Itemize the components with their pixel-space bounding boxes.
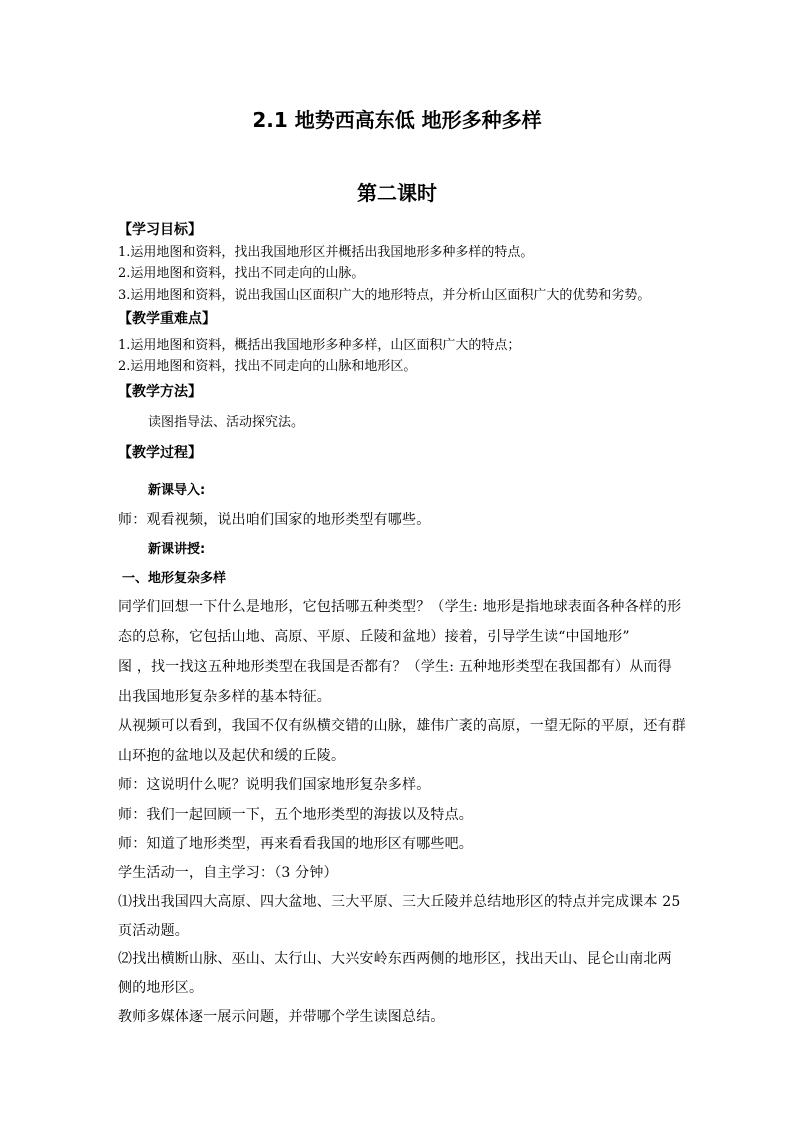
task-line: ⑴找出我国四大高原、四大盆地、三大平原、三大丘陵并总结地形区的特点并完成课本 25 [118, 894, 681, 910]
paragraph-line: 从视频可以看到，我国不仅有纵横交错的山脉，雄伟广袤的高原，一望无际的平原，还有群 [118, 718, 686, 734]
paragraph-line: 教师多媒体逐一展示问题，并带哪个学生读图总结。 [118, 1009, 445, 1025]
task-line: ⑵找出横断山脉、巫山、太行山、大兴安岭东西两侧的地形区，找出天山、昆仑山南北两 [118, 951, 672, 967]
key-point-item: 1.运用地图和资料，概括出我国地形多种多样，山区面积广大的特点； [118, 338, 521, 353]
lecture-label: 新课讲授: [148, 542, 206, 557]
objective-item: 1.运用地图和资料，找出我国地形区并概括出我国地形多种多样的特点。 [118, 245, 534, 260]
paragraph-line: 图 ，找一找这五种地形类型在我国是否都有？（学生: 五种地形类型在我国都有）从而得 [118, 659, 672, 675]
task-line: 侧的地形区。 [118, 980, 204, 996]
objectives-heading: 【学习目标】 [118, 222, 202, 238]
paragraph-line: 态的总称，它包括山地、高原、平原、丘陵和盆地）接着，引导学生读“中国地形” [118, 629, 630, 645]
section1-heading: 一、地形复杂多样 [122, 571, 227, 586]
objective-item: 2.运用地图和资料，找出不同走向的山脉。 [118, 266, 365, 281]
methods-heading: 【教学方法】 [118, 384, 202, 400]
paragraph-line: 师：我们一起回顾一下，五个地形类型的海拔以及特点。 [118, 807, 473, 823]
intro-text: 师：观看视频，说出咱们国家的地形类型有哪些。 [118, 512, 431, 528]
intro-label: 新课导入: [148, 483, 206, 498]
page-subtitle: 第二课时 [357, 181, 437, 205]
paragraph-line: 出我国地形复杂多样的基本特征。 [118, 689, 331, 705]
page-title: 2.1 地势西高东低 地形多种多样 [252, 108, 542, 132]
task-line: 页活动题。 [118, 923, 189, 939]
key-point-item: 2.运用地图和资料，找出不同走向的山脉和地形区。 [118, 359, 417, 374]
paragraph-line: 师：这说明什么呢？说明我们国家地形复杂多样。 [118, 777, 431, 793]
paragraph-line: 学生活动一，自主学习：（3 分钟） [118, 865, 338, 881]
key-points-heading: 【教学重难点】 [118, 311, 216, 327]
paragraph-line: 山环抱的盆地以及起伏和缓的丘陵。 [118, 748, 346, 764]
process-heading: 【教学过程】 [118, 445, 202, 461]
methods-text: 读图指导法、活动探究法。 [148, 415, 305, 430]
paragraph-line: 同学们回想一下什么是地形，它包括哪五种类型？（学生: 地形是指地球表面各种各样的形 [118, 599, 682, 615]
objective-item: 3.运用地图和资料，说出我国山区面积广大的地形特点，并分析山区面积广大的优势和劣势。 [118, 288, 651, 303]
paragraph-line: 师：知道了地形类型，再来看看我国的地形区有哪些吧。 [118, 836, 473, 852]
